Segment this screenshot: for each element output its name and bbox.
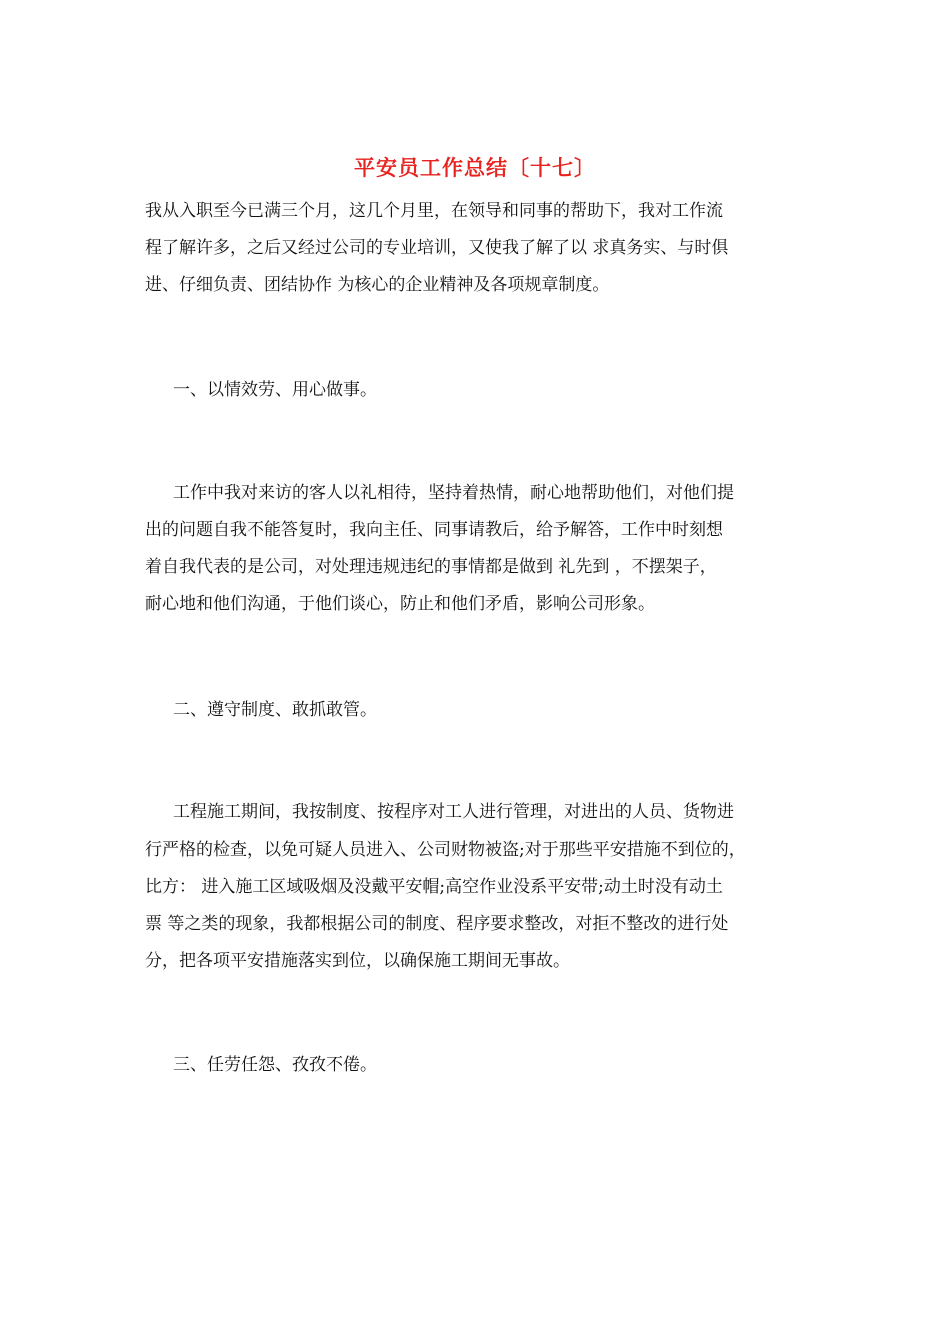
- intro-line-1: 我从入职至今已满三个月，这几个月里，在领导和同事的帮助下，我对工作流: [145, 201, 723, 221]
- section-1-heading: 一、以情效劳、用心做事。: [173, 380, 377, 400]
- section-3-heading: 三、任劳任怨、孜孜不倦。: [173, 1055, 377, 1075]
- section-2-line-3: 比方： 进入施工区域吸烟及没戴平安帽;高空作业没系平安带;动土时没有动土: [145, 877, 723, 897]
- section-2-line-2: 行严格的检查，以免可疑人员进入、公司财物被盗;对于那些平安措施不到位的，: [145, 840, 746, 860]
- section-2-line-4: 票 等之类的现象，我都根据公司的制度、程序要求整改，对拒不整改的进行处: [145, 914, 729, 934]
- section-2-heading: 二、遵守制度、敢抓敢管。: [173, 700, 377, 720]
- section-1-line-2: 出的问题自我不能答复时，我向主任、同事请教后，给予解答，工作中时刻想: [145, 520, 723, 540]
- section-2-line-5: 分，把各项平安措施落实到位，以确保施工期间无事故。: [145, 951, 570, 971]
- document-title: 平安员工作总结〔十七〕: [354, 155, 596, 180]
- intro-line-3: 进、仔细负责、团结协作 为核心的企业精神及各项规章制度。: [145, 275, 610, 295]
- section-1-line-4: 耐心地和他们沟通，于他们谈心，防止和他们矛盾，影响公司形象。: [145, 594, 655, 614]
- section-1-line-3: 着自我代表的是公司，对处理违规违纪的事情都是做到 礼先到 ，不摆架子，: [145, 557, 717, 577]
- section-1-line-1: 工作中我对来访的客人以礼相待，坚持着热情，耐心地帮助他们，对他们提: [173, 483, 734, 503]
- section-2-line-1: 工程施工期间，我按制度、按程序对工人进行管理，对进出的人员、货物进: [173, 802, 734, 822]
- intro-line-2: 程了解许多，之后又经过公司的专业培训，又使我了解了以 求真务实、与时俱: [145, 238, 729, 258]
